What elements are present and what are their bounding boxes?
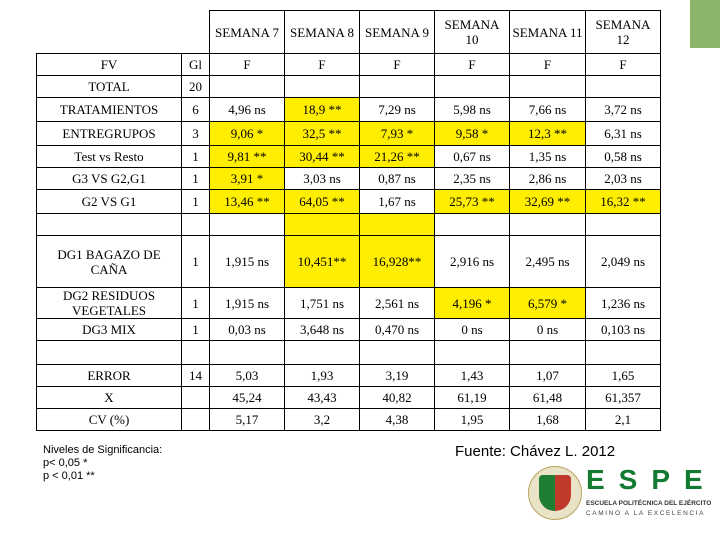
value-cell: F [360,54,435,76]
row-label: TOTAL [37,76,182,98]
value-cell: 13,46 ** [210,190,285,214]
week-header: SEMANA 12 [586,11,661,54]
row-label: ERROR [37,365,182,387]
row-label: CV (%) [37,409,182,431]
table-row [37,190,661,214]
value-cell: 9,06 * [210,122,285,146]
value-cell: 1,35 ns [510,146,586,168]
table-row [37,387,661,409]
value-cell [285,76,360,98]
row-label [37,341,182,365]
logo-motto: CAMINO A LA EXCELENCIA [586,510,706,517]
value-cell: 2,561 ns [360,288,435,319]
table-row [37,98,661,122]
value-cell: 2,495 ns [510,236,586,288]
gl-cell: 3 [182,122,210,146]
table-row [37,54,661,76]
gl-cell: 1 [182,168,210,190]
value-cell [510,214,586,236]
value-cell: 0,67 ns [435,146,510,168]
value-cell: 4,96 ns [210,98,285,122]
gl-cell [182,214,210,236]
value-cell: F [510,54,586,76]
gl-cell: 6 [182,98,210,122]
value-cell: 32,69 ** [510,190,586,214]
value-cell: 0,87 ns [360,168,435,190]
gl-cell: 1 [182,319,210,341]
value-cell: 7,66 ns [510,98,586,122]
gl-cell: 1 [182,288,210,319]
value-cell: 0,03 ns [210,319,285,341]
value-cell: F [435,54,510,76]
gl-cell: 1 [182,146,210,168]
value-cell: 6,579 * [510,288,586,319]
value-cell: 0,103 ns [586,319,661,341]
table-row [37,76,661,98]
table-row [37,341,661,365]
table-row [37,214,661,236]
gl-cell [182,387,210,409]
value-cell: 4,38 [360,409,435,431]
value-cell: 1,751 ns [285,288,360,319]
value-cell: 61,48 [510,387,586,409]
value-cell [360,76,435,98]
value-cell: 9,58 * [435,122,510,146]
value-cell: 3,2 [285,409,360,431]
table-row [37,409,661,431]
espe-logo [528,464,718,520]
value-cell: 45,24 [210,387,285,409]
value-cell: 1,68 [510,409,586,431]
value-cell: 0,58 ns [586,146,661,168]
row-label: G3 VS G2,G1 [37,168,182,190]
gl-cell: 20 [182,76,210,98]
value-cell: 4,196 * [435,288,510,319]
value-cell: 12,3 ** [510,122,586,146]
week-header: SEMANA 8 [285,11,360,54]
value-cell: 61,357 [586,387,661,409]
value-cell [360,341,435,365]
value-cell: 0 ns [435,319,510,341]
value-cell: 0,470 ns [360,319,435,341]
anova-table [36,10,661,431]
logo-wordmark: ESPE [586,464,717,495]
value-cell [510,76,586,98]
row-label [37,214,182,236]
value-cell: 43,43 [285,387,360,409]
gl-cell: 1 [182,190,210,214]
row-label: DG1 BAGAZO DE CAÑA [37,236,182,288]
value-cell [285,214,360,236]
gl-cell: 1 [182,236,210,288]
gl-cell: 14 [182,365,210,387]
table-row [37,365,661,387]
week-header: SEMANA 10 [435,11,510,54]
value-cell: 7,29 ns [360,98,435,122]
notes-line-2: p < 0,01 ** [43,470,95,482]
value-cell: 9,81 ** [210,146,285,168]
value-cell: 5,03 [210,365,285,387]
week-header: SEMANA 11 [510,11,586,54]
value-cell: 32,5 ** [285,122,360,146]
value-cell: F [285,54,360,76]
value-cell: 0 ns [510,319,586,341]
gl-cell [182,409,210,431]
table-row [37,236,661,288]
table-row [37,288,661,319]
row-label: G2 VS G1 [37,190,182,214]
value-cell: 3,19 [360,365,435,387]
value-cell [285,341,360,365]
row-label: FV [37,54,182,76]
value-cell [586,76,661,98]
value-cell: 5,98 ns [435,98,510,122]
value-cell: 2,1 [586,409,661,431]
value-cell [586,214,661,236]
row-label: X [37,387,182,409]
gl-cell [182,341,210,365]
value-cell: 1,65 [586,365,661,387]
value-cell [586,341,661,365]
value-cell: F [210,54,285,76]
value-cell: 2,049 ns [586,236,661,288]
significance-notes [43,444,162,483]
row-label: Test vs Resto [37,146,182,168]
logo-institution: ESCUELA POLITÉCNICA DEL EJÉRCITO [586,500,712,507]
value-cell [360,214,435,236]
value-cell [510,341,586,365]
notes-line-1: p< 0,05 * [43,457,88,469]
value-cell: 2,03 ns [586,168,661,190]
source-caption: Fuente: Chávez L. 2012 [455,443,616,460]
value-cell: 3,91 * [210,168,285,190]
accent-bar [690,0,720,48]
value-cell: 1,915 ns [210,288,285,319]
value-cell: 1,236 ns [586,288,661,319]
value-cell: 30,44 ** [285,146,360,168]
notes-title: Niveles de Significancia: [43,444,163,456]
row-label: DG2 RESIDUOS VEGETALES [37,288,182,319]
value-cell: 61,19 [435,387,510,409]
value-cell: 1,67 ns [360,190,435,214]
value-cell: 10,451** [285,236,360,288]
header-row [37,11,661,54]
week-header: SEMANA 7 [210,11,285,54]
table-row [37,319,661,341]
table-row [37,168,661,190]
value-cell: 18,9 ** [285,98,360,122]
value-cell: 1,43 [435,365,510,387]
value-cell: 40,82 [360,387,435,409]
value-cell: 6,31 ns [586,122,661,146]
table-row [37,146,661,168]
table-row [37,122,661,146]
value-cell: 16,32 ** [586,190,661,214]
value-cell: 3,72 ns [586,98,661,122]
value-cell: 1,07 [510,365,586,387]
value-cell: 2,35 ns [435,168,510,190]
value-cell: 5,17 [210,409,285,431]
value-cell [435,76,510,98]
value-cell: 3,03 ns [285,168,360,190]
value-cell: 21,26 ** [360,146,435,168]
value-cell: 64,05 ** [285,190,360,214]
row-label: DG3 MIX [37,319,182,341]
week-header: SEMANA 9 [360,11,435,54]
row-label: ENTREGRUPOS [37,122,182,146]
value-cell [210,76,285,98]
value-cell: 1,95 [435,409,510,431]
gl-cell: Gl [182,54,210,76]
value-cell: 1,915 ns [210,236,285,288]
value-cell: F [586,54,661,76]
value-cell: 1,93 [285,365,360,387]
value-cell [210,341,285,365]
value-cell: 2,86 ns [510,168,586,190]
value-cell: 2,916 ns [435,236,510,288]
row-label: TRATAMIENTOS [37,98,182,122]
value-cell: 16,928** [360,236,435,288]
value-cell [210,214,285,236]
value-cell [435,214,510,236]
value-cell: 7,93 * [360,122,435,146]
value-cell [435,341,510,365]
emblem-icon [528,466,582,520]
value-cell: 3,648 ns [285,319,360,341]
value-cell: 25,73 ** [435,190,510,214]
